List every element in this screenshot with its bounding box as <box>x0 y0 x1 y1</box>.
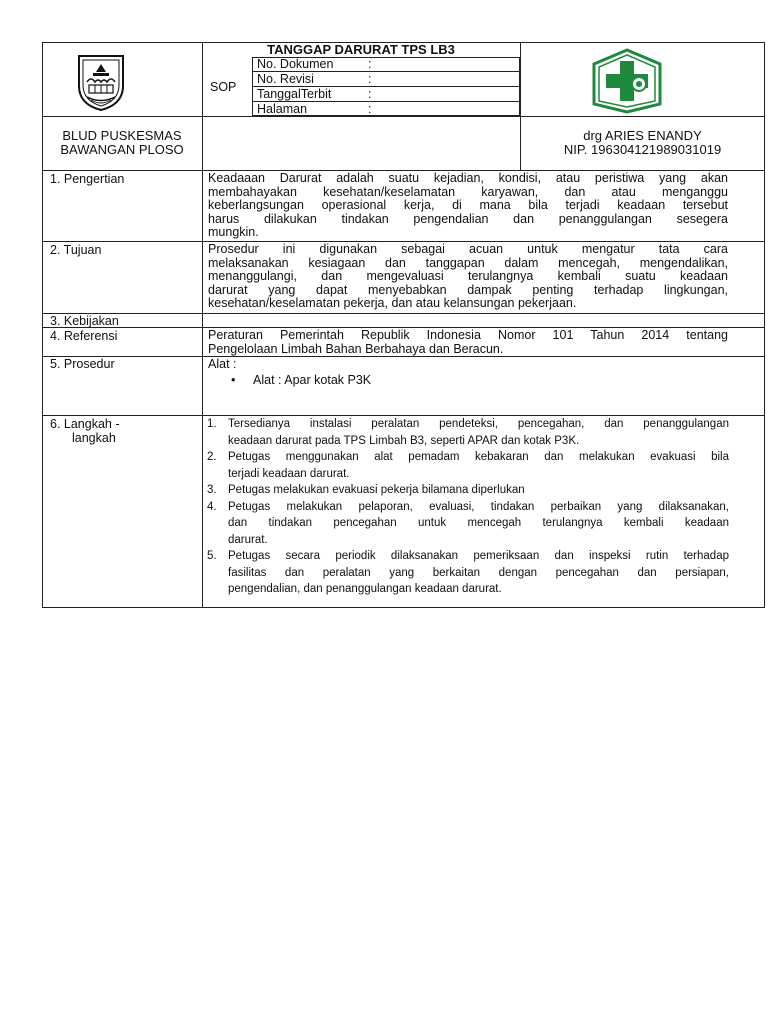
doc-field-halaman: Halaman <box>257 102 308 116</box>
doc-field-sep: : <box>368 57 372 71</box>
doc-field-sep: : <box>368 87 372 101</box>
text-line: membahayakan kesehatan/keselamatan karyawan, dan atau menganggu <box>208 184 728 199</box>
text-line: melaksanakan kesiagaan dan tanggapan dalam mencegah, mengendalikan, <box>208 255 728 270</box>
section-body-tujuan <box>208 243 728 311</box>
text-line: Petugas melakukan pelaporan, evaluasi, tindakan perbaikan yang dilaksanakan, <box>228 500 729 513</box>
text-line: darurat. <box>228 533 268 546</box>
doc-field-tanggal-terbit: TanggalTerbit <box>257 87 332 101</box>
text-line: keberlangsungan operasional kerja, di mana bila terjadi keadaan tersebut <box>208 198 728 212</box>
doc-field-sep: : <box>368 102 372 116</box>
doc-field-no-dokumen: No. Dokumen <box>257 57 334 71</box>
list-item <box>202 548 729 598</box>
list-item <box>202 449 729 482</box>
text-line: Petugas melakukan evakuasi pekerja bilamana diperlukan <box>228 484 525 496</box>
document-title: TANGGAP DARURAT TPS LB3 <box>267 42 455 57</box>
regency-coat-of-arms-logo <box>73 52 129 112</box>
text-line: Keadaaan Darurat adalah suatu kejadian, kondisi, atau peristiwa yang akan <box>208 171 728 185</box>
list-item <box>202 499 729 549</box>
signer-name: drg ARIES ENANDY <box>583 128 702 143</box>
sop-label: SOP <box>210 80 237 94</box>
header-bottom-line <box>42 116 765 117</box>
step-number: 5. <box>207 550 217 562</box>
text-line: mungkin. <box>208 225 259 239</box>
step-number: 2. <box>207 451 217 463</box>
puskesmas-green-cross-logo <box>592 48 662 114</box>
bullet-icon: • <box>231 373 236 387</box>
text-line: dan tindakan pencegahan untuk mencegah terulangnya kembali keadaan <box>228 517 729 529</box>
section-label-prosedur: 5. Prosedur <box>50 357 115 371</box>
text-line: Petugas menggunakan alat pemadam kebakaran dan melakukan evakuasi bila <box>228 451 729 463</box>
row-line-referensi <box>42 356 765 357</box>
text-line: harus dilakukan tindakan pengendalian dan penanggulangan sesegera <box>208 211 728 226</box>
text-line: kesehatan/keselamatan pekerja, dan atau kelansungan pekerjaan. <box>208 296 577 310</box>
section-label-pengertian: 1. Pengertian <box>50 172 125 186</box>
step-number: 4. <box>207 500 217 513</box>
doc-field-sep: : <box>368 72 372 86</box>
text-line: menanggulangi, dan mengevaluasi terulangnya kembali suatu keadaan <box>208 269 728 283</box>
text-line: terjadi keadaan darurat. <box>228 467 350 480</box>
section-label-langkah-line2: langkah <box>72 431 116 445</box>
section-label-langkah-line1: 6. Langkah - <box>50 417 120 431</box>
text-line: pengendalian, dan penanggulangan keadaan darurat. <box>228 583 502 595</box>
prosedur-intro: Alat : <box>208 357 237 371</box>
list-item <box>202 482 729 499</box>
list-item <box>202 416 729 449</box>
text-line: darurat yang dapat menyebabkan dampak penting terhadap lingkungan, <box>208 282 728 297</box>
step-number: 1. <box>207 418 217 430</box>
doc-field-no-revisi: No. Revisi <box>257 72 314 86</box>
section-label-kebijakan: 3. Kebijakan <box>50 314 119 328</box>
text-line: keadaan darurat pada TPS Limbah B3, seperti APAR dan kotak P3K. <box>228 434 580 447</box>
section-body-referensi <box>208 329 728 356</box>
text-line: Tersedianya instalasi peralatan pendeteksi, pencegahan, dan penanggulangan <box>228 418 729 430</box>
text-line: Petugas secara periodik dilaksanakan pemeriksaan dan inspeksi rutin terhadap <box>228 550 729 562</box>
text-line: Pengelolaan Limbah Bahan Berbahaya dan Beracun. <box>208 341 504 356</box>
text-line: Prosedur ini digunakan sebagai acuan untuk mengatur tata cara <box>208 242 728 256</box>
section-body-pengertian <box>208 172 728 240</box>
signer-nip: NIP. 196304121989031019 <box>563 142 722 157</box>
text-line: fasilitas dan peralatan yang berkaitan dengan pencegahan dan persiapan, <box>228 566 729 579</box>
row-line-tujuan <box>42 313 765 314</box>
prosedur-item: Alat : Apar kotak P3K <box>253 373 372 387</box>
org-name-line1: BLUD PUSKESMAS <box>62 128 182 143</box>
text-line: Peraturan Pemerintah Republik Indonesia Nomor 101 Tahun 2014 tentang <box>208 328 728 342</box>
section-label-referensi: 4. Referensi <box>50 329 118 343</box>
step-number: 3. <box>207 484 217 496</box>
org-name-line2: BAWANGAN PLOSO <box>60 142 184 157</box>
section-label-tujuan: 2. Tujuan <box>50 243 102 257</box>
langkah-steps-list <box>202 416 729 598</box>
